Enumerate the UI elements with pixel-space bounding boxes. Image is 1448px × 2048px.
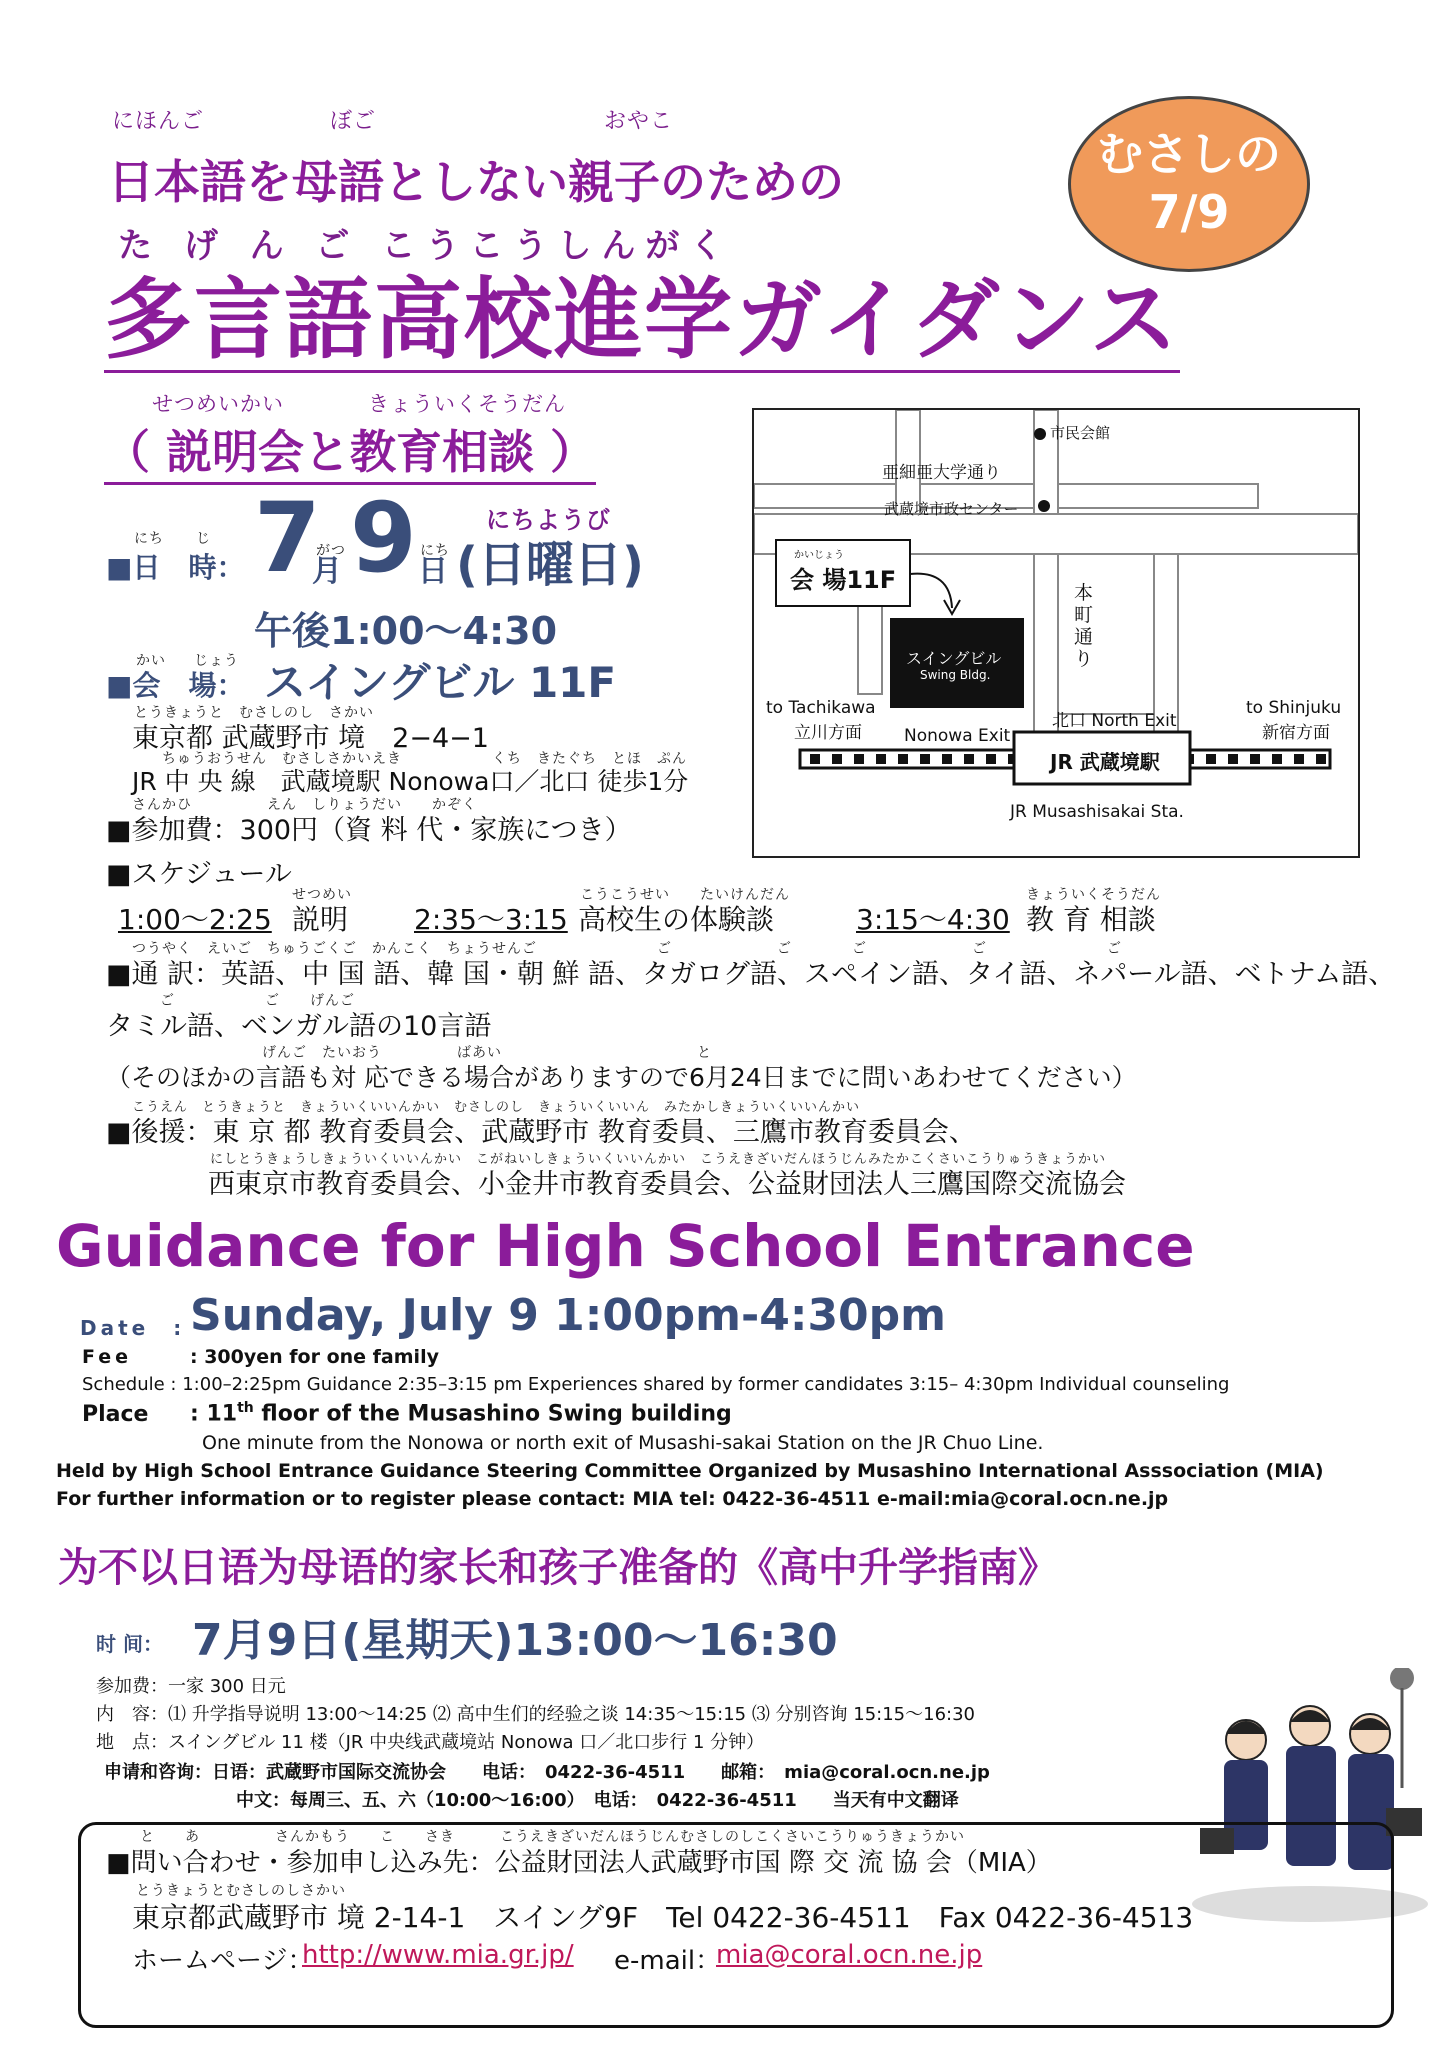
contact-line1: ■問い合わせ・参加申し込み先：公益財団法人武蔵野市国 際 交 流 協 会（MIA） — [106, 1848, 1052, 1878]
en-place-label: Place — [82, 1402, 149, 1427]
ruby-taikendan: こうこうせい たいけんだん — [580, 887, 790, 903]
ruby-setsumeikai: せつめいかい — [152, 392, 284, 416]
map-city-center: 武蔵境市政センター — [884, 500, 1019, 518]
map-station-jp: JR 武蔵境駅 — [1050, 750, 1160, 774]
ruby-kai: かい — [136, 653, 166, 669]
ruby-gatsu: がつ — [316, 543, 346, 559]
access-map — [752, 408, 1360, 858]
main-title: 多言語高校進学ガイダンス — [104, 268, 1180, 371]
ruby-contact1: と あ さんかもう こ さき こうえきざいだんほうじんむさしのしこくさいこうりゅうきょうかい — [140, 1829, 965, 1845]
badge-line1: むさしの — [1097, 127, 1281, 181]
date-badge — [1068, 96, 1310, 272]
access: JR 中 央 線 武蔵境駅 Nonowa口／北口 徒歩1分 — [132, 767, 689, 796]
ruby-bogo: ぼご — [330, 109, 377, 134]
map-tachikawa-en: to Tachikawa — [766, 698, 876, 718]
map-honcho-3: 通 — [1074, 626, 1094, 648]
zh-place: 地 点：スイングビル 11 楼（JR 中央线武蔵境站 Nonowa 口／北口步行 1 分钟） — [96, 1732, 765, 1753]
homepage-link[interactable]: http://www.mia.gr.jp/ — [302, 1940, 574, 1970]
map-shiminkaikan: 市民会館 — [1050, 424, 1111, 442]
sched3-time: 3:15〜4:30 — [856, 903, 1010, 936]
ruby-jou: じょう — [194, 653, 239, 669]
ruby-interp: つうやく えいご ちゅうごくご かんこく ちょうせんご ご ご ご ご ご — [132, 941, 1122, 957]
note: （そのほかの言語も対 応できる場合がありますので6月24日までに問いあわせてください） — [106, 1063, 1137, 1092]
sched2-time: 2:35〜3:15 — [414, 903, 568, 936]
zh-apply-2: 中文：每周三、五、六（10:00〜16:00） 电话： 0422-36-4511 当天有中文翻译 — [236, 1790, 959, 1811]
ruby-note: げんご たいおう ばあい と — [262, 1045, 712, 1061]
date-month: 7 — [254, 482, 321, 594]
ruby-nihongo: にほんご — [112, 109, 205, 134]
interp-line2: タミル語、ベンガル語の10言語 — [106, 1011, 492, 1042]
map-swing-building: スイングビル — [906, 649, 1002, 668]
ruby-oyako: おやこ — [604, 109, 674, 134]
map-north-exit: 北口 North Exit — [1052, 711, 1177, 731]
date-day-unit: 日 — [418, 554, 448, 589]
map-asia-street: 亜細亜大学通り — [882, 463, 1001, 483]
map-venue-ruby: かいじょう — [794, 550, 844, 561]
map-shinjuku-jp: 新宿方面 — [1262, 723, 1330, 743]
venue-name: スイングビル 11F — [264, 658, 617, 707]
time: 午後1:00〜4:30 — [254, 609, 558, 653]
ruby-ji: じ — [196, 531, 211, 547]
date-month-unit: 月 — [312, 554, 342, 589]
ruby-address: とうきょうと むさしのし さかい — [134, 705, 374, 721]
ruby-nichiyoubi: にちようび — [486, 506, 611, 534]
en-title: Guidance for High School Entrance — [56, 1212, 1195, 1280]
subtitle2: （ 説明会と教育相談 ） — [104, 416, 596, 485]
sched2-name: 高校生の体験談 — [578, 903, 775, 936]
ruby-kyouikusoudan: きょういくそうだん — [368, 392, 566, 416]
map-honcho-2: 町 — [1074, 604, 1094, 626]
ruby-contact2: とうきょうとむさしのしさかい — [136, 1883, 346, 1899]
zh-fee: 参加费：一家 300 日元 — [96, 1676, 286, 1697]
zh-apply-1: 申请和咨询：日语：武蔵野市国际交流协会 电话： 0422-36-4511 邮箱： mia@coral.ocn.ne.jp — [104, 1762, 990, 1783]
sched1-name: 説明 — [292, 903, 349, 936]
badge-line2: 7/9 — [1148, 185, 1230, 239]
en-schedule: Schedule : 1:00–2:25pm Guidance 2:35–3:15 pm Experiences shared by former candidates 3:15– 4:30pm Individual counseling — [82, 1374, 1230, 1395]
map-station-en: JR Musashisakai Sta. — [1010, 802, 1184, 822]
map-honcho-4: り — [1074, 648, 1094, 670]
map-tachikawa-jp: 立川方面 — [794, 723, 862, 743]
date-label: ■日 時： — [106, 551, 245, 584]
zh-title: 为不以日语为母语的家长和孩子准备的《高中升学指南》 — [58, 1545, 1058, 1591]
contact-address: 東京都武蔵野市 境 2-14-1 スイング9F Tel 0422-36-4511 Fax 0422-36-4513 — [132, 1901, 1194, 1934]
map-nonowa-exit: Nonowa Exit — [904, 726, 1011, 746]
ruby-fee: さんかひ えん しりょうだい かぞく — [132, 797, 477, 813]
fee: ■参加費：300円（資 料 代・家族につき） — [106, 815, 632, 846]
en-place-detail: One minute from the Nonowa or north exit of Musashi-sakai Station on the JR Chuo Line. — [202, 1432, 1044, 1454]
subtitle: 日本語を母語としない親子のための — [108, 155, 844, 209]
date-day: 9 — [350, 482, 417, 594]
support-line1: ■後援：東 京 都 教育委員会、武蔵野市 教育委員、三鷹市教育委員会、 — [106, 1117, 976, 1148]
map-venue: 会 場11F — [790, 566, 897, 594]
ruby-soudan: きょういくそうだん — [1026, 887, 1161, 903]
interp-line1: ■通 訳：英語、中 国 語、韓 国・朝 鮮 語、タガログ語、スペイン語、タイ語、ネパール語、ベトナム語、 — [106, 959, 1396, 990]
ruby-nichi2: にち — [420, 543, 450, 559]
ruby-support: こうえん とうきょうと きょういくいいんかい むさしのし きょういくいいん みたかしきょういくいいんかい — [132, 1100, 861, 1115]
sched3-name: 教 育 相談 — [1026, 903, 1156, 936]
en-date-label: Date : — [80, 1316, 186, 1340]
contact-email-label: e-mail： — [614, 1946, 722, 1976]
ruby-support2: にしとうきょうしきょういくいいんかい こがねいしきょういくいいんかい こうえきざいだんほうじんみたかこくさいこうりゅうきょうかい — [210, 1152, 1107, 1167]
schedule-label: ■スケジュール — [106, 859, 292, 890]
map-swing-en: Swing Bldg. — [920, 668, 991, 682]
en-fee: : 300yen for one family — [190, 1346, 439, 1368]
support-line2: 西東京市教育委員会、小金井市教育委員会、公益財団法人三鷹国際交流協会 — [208, 1169, 1126, 1200]
contact-hp-label: ホームページ： — [132, 1946, 314, 1976]
venue-label: ■会 場： — [106, 669, 245, 702]
address: 東京都 武蔵野市 境 2−4−1 — [132, 723, 489, 754]
map-shinjuku-en: to Shinjuku — [1246, 698, 1342, 718]
zh-time-label: 时 间： — [96, 1632, 163, 1656]
zh-date: 7月9日(星期天)13:00〜16:30 — [192, 1615, 838, 1666]
en-date: Sunday, July 9 1:00pm-4:30pm — [190, 1290, 947, 1341]
en-place: : 11th floor of the Musashino Swing building — [190, 1400, 732, 1427]
ruby-interp2: ご ご げんご — [160, 993, 355, 1009]
en-contact: For further information or to register please contact: MIA tel: 0422-36-4511 e-mail:mia@coral.ocn.ne.jp — [56, 1488, 1169, 1510]
date-weekday: (日曜日) — [456, 537, 644, 593]
zh-content: 内 容：⑴ 升学指导说明 13:00〜14:25 ⑵ 高中生们的经验之谈 14:35〜15:15 ⑶ 分别咨询 15:15〜16:30 — [96, 1704, 976, 1725]
ruby-access: ちゅうおうせん むさしさかいえき くち きたぐち とほ ぷん — [162, 751, 687, 767]
ruby-title: た げ ん ご こうこうしんがく — [118, 226, 734, 266]
ruby-nichi: にち — [134, 531, 164, 547]
ruby-setsumei: せつめい — [292, 887, 352, 903]
map-honcho-1: 本 — [1074, 582, 1094, 604]
en-fee-label: Fee — [82, 1346, 132, 1368]
email-link[interactable]: mia@coral.ocn.ne.jp — [716, 1940, 983, 1970]
sched1-time: 1:00〜2:25 — [118, 903, 272, 936]
en-held-by: Held by High School Entrance Guidance Steering Committee Organized by Musashino International Asssociation (MIA) — [56, 1460, 1324, 1482]
